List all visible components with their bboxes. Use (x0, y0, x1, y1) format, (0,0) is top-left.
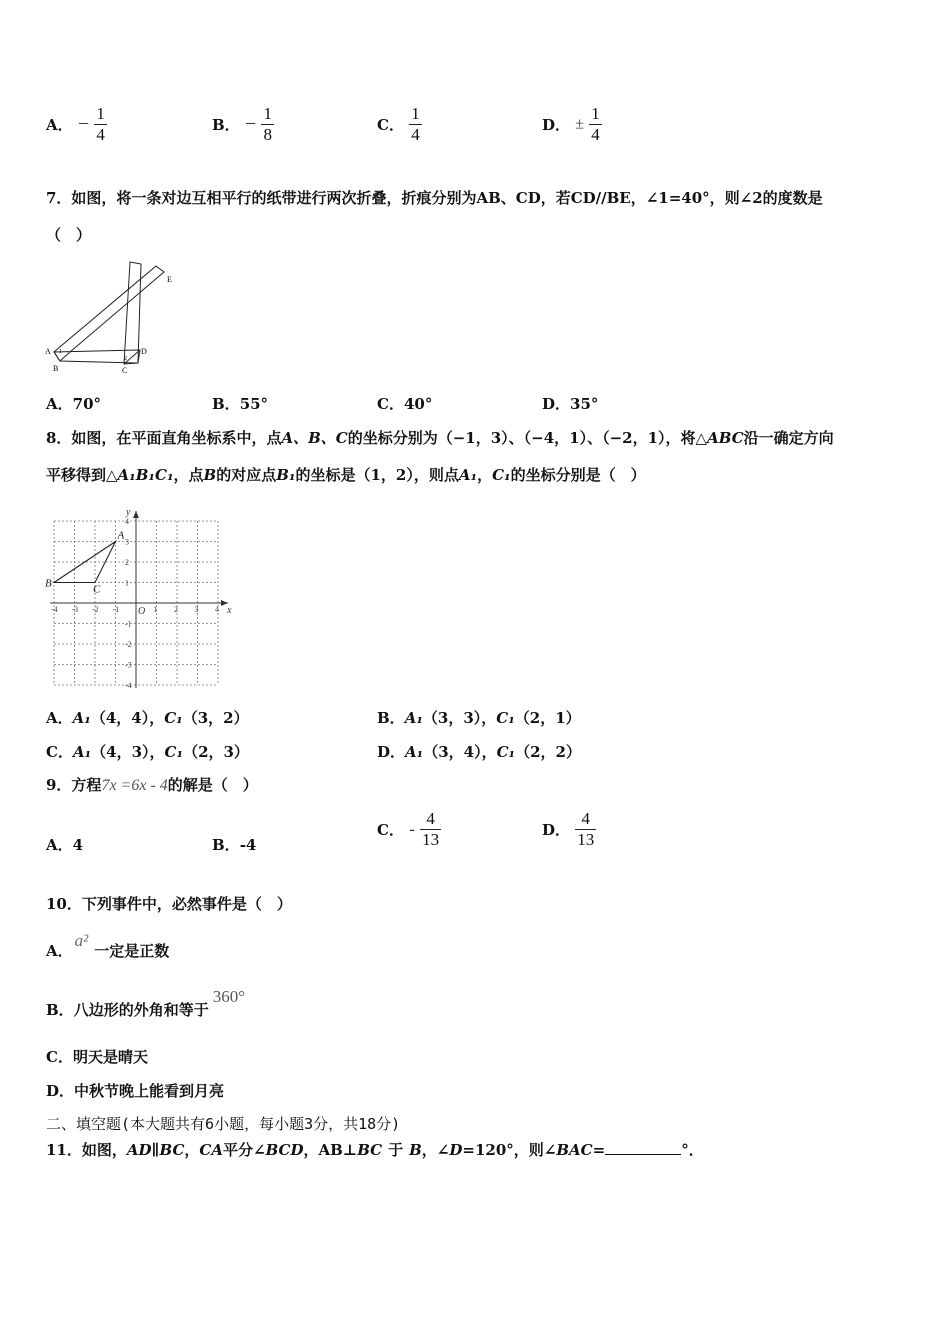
q8-coordinate-grid (42, 498, 242, 688)
q11-symbol: ∥ (151, 1141, 160, 1159)
q8-text: 8．如图，在平面直角坐标系中，点 (46, 429, 282, 447)
q10-option-label: D． (46, 1082, 75, 1100)
x-tick-label: 2 (174, 605, 178, 614)
q9-option-label: D． (542, 821, 571, 839)
q11-text: ， (184, 1141, 200, 1159)
fraction-numerator: 1 (96, 104, 105, 123)
strip-fold-1 (54, 266, 164, 361)
q6-option-a (46, 104, 107, 145)
q8-option-c1-value: （2，1） (514, 709, 581, 727)
q9-fraction (575, 809, 596, 850)
point-label-a: A (117, 529, 125, 542)
q8-option-c1: C₁ (496, 743, 516, 761)
figure-label-one: 1 (59, 349, 62, 355)
q7-option-d (542, 393, 598, 414)
q8-triangle: A₁B₁C₁ (117, 466, 174, 484)
figure-label-two: 2 (124, 356, 127, 362)
fraction-numerator: 1 (263, 104, 272, 123)
q8-stem-line2 (46, 464, 646, 485)
q10-option-b-text: 八边形的外角和等于 (73, 1001, 209, 1019)
q8-option-a1-value: （4，4）， (90, 709, 165, 727)
q11-angle: D (449, 1141, 463, 1159)
q10-option-c (46, 1046, 148, 1067)
q8-option-c1: C₁ (164, 743, 184, 761)
y-tick-label: 2 (125, 558, 129, 567)
y-tick-label: 4 (125, 517, 129, 526)
y-tick-label: -1 (125, 619, 132, 629)
q8-points: A、B、C (281, 429, 348, 447)
fraction-denominator: 4 (591, 125, 600, 144)
q9-option-a (46, 834, 83, 855)
q6-fraction (261, 104, 274, 145)
q8-option-label: C． (46, 743, 73, 761)
section-heading: 二、填空题(本大题共有6小题，每小题3分，共18分) (46, 1115, 401, 1133)
grid-tick-labels (51, 507, 232, 688)
q8-text: 的坐标是（1，2），则点 (295, 466, 459, 484)
q10-option-a (46, 931, 170, 961)
fraction-denominator: 8 (263, 125, 272, 144)
y-tick-label: -3 (125, 660, 132, 670)
q11-text: = (592, 1141, 606, 1159)
q8-option-c1: C₁ (496, 709, 515, 727)
y-axis-label: y (126, 507, 131, 518)
fraction-numerator: 4 (420, 809, 441, 830)
q10-option-d-text: 中秋节晚上能看到月亮 (74, 1082, 225, 1100)
q7-option-label: A． (46, 395, 73, 413)
q9-option-sign: - (409, 819, 415, 839)
q8-option-label: B． (377, 709, 405, 727)
q8-option-d (377, 741, 581, 762)
fraction-denominator: 13 (422, 830, 440, 849)
q7-option-label: D． (542, 395, 571, 413)
q11-angle: BCD (265, 1141, 304, 1159)
q11-text: ，AB⊥ (303, 1141, 358, 1159)
fraction-numerator: 1 (411, 104, 420, 123)
point-label-c: C (93, 583, 101, 596)
q8-stem-line1 (46, 427, 834, 448)
q8-text: 的坐标分别为（−1，3）、（−4，1）、（−2，1），将△ (347, 429, 708, 447)
q6-fraction (589, 104, 602, 145)
q8-text: 沿一确定方向 (743, 429, 834, 447)
q6-option-d (542, 104, 602, 145)
q10-option-c-text: 明天是晴天 (72, 1048, 148, 1066)
q8-option-a1: A₁ (72, 743, 92, 761)
origin-label: O (138, 606, 146, 617)
q7-stem-line2: （ ） (46, 226, 92, 244)
q8-triangle: ABC (707, 429, 744, 447)
q8-option-a1: A₁ (404, 709, 423, 727)
x-tick-label: 3 (194, 605, 199, 614)
q10-option-a-text: 一定是正数 (94, 942, 170, 960)
fraction-numerator: 4 (575, 809, 596, 830)
q11-angle: BAC (556, 1141, 593, 1159)
q10-option-label: C． (46, 1048, 73, 1066)
q8-option-c1-value: （2，3） (183, 743, 249, 761)
q11-text: 11．如图， (46, 1141, 127, 1159)
q8-option-c1: C₁ (164, 709, 183, 727)
q10-option-b (46, 987, 246, 1020)
q7-folded-strip-figure (44, 258, 184, 378)
q8-option-a1-value: （4，3）， (91, 743, 165, 761)
q8-point: C₁ (492, 466, 511, 484)
q7-option-text: 55° (239, 395, 269, 413)
q8-text: ， (477, 466, 493, 484)
q10-option-d (46, 1080, 224, 1101)
q9-option-label: A． (46, 836, 73, 854)
q9-option-b (212, 834, 256, 855)
q8-option-b (377, 707, 581, 728)
q11-text: 于 (388, 1141, 404, 1159)
q6-option-label: D． (542, 116, 571, 134)
q7-option-text: 70° (72, 395, 102, 413)
q8-option-c1-value: （2，2） (515, 743, 581, 761)
q8-option-label: A． (46, 709, 73, 727)
x-tick-label: 1 (153, 605, 158, 614)
q8-point: B (203, 466, 217, 484)
fraction-numerator: 1 (591, 104, 600, 123)
q6-option-c (377, 104, 422, 145)
q11-point: B (409, 1141, 422, 1159)
q8-point: B₁ (276, 466, 296, 484)
q11-segment: CA (199, 1141, 223, 1159)
q6-option-sign: − (77, 113, 90, 135)
q9-stem (46, 774, 258, 795)
q9-text: 9．方程 (46, 776, 102, 794)
q10-option-label: B． (46, 1001, 74, 1019)
q7-option-c (377, 393, 432, 414)
x-tick-label: -1 (112, 605, 120, 614)
x-tick-label: -4 (51, 605, 58, 614)
x-tick-label: 4 (215, 605, 219, 614)
figure-label-d: D (141, 347, 147, 356)
q7-option-text: 35° (570, 395, 599, 413)
q11-segment: BC (159, 1141, 185, 1159)
q10-option-a-math: a² (74, 931, 89, 950)
x-axis-label: x (227, 605, 232, 616)
triangle-abc (45, 530, 125, 596)
q6-option-label: B． (212, 116, 240, 134)
q8-text: 的坐标分别是（ ） (510, 466, 646, 484)
q9-option-text: -4 (239, 836, 257, 854)
fraction-denominator: 4 (96, 125, 105, 144)
q8-text: 平移得到△ (46, 466, 118, 484)
q7-option-b (212, 393, 268, 414)
x-tick-label: -3 (71, 605, 79, 614)
q8-option-c (46, 741, 249, 762)
q11-answer-blank[interactable] (605, 1140, 681, 1155)
q8-text: 的对应点 (216, 466, 277, 484)
q7-option-text: 40° (403, 395, 433, 413)
q8-option-c1-value: （3，2） (182, 709, 249, 727)
x-tick-label: -2 (92, 605, 99, 614)
figure-label-c: C (122, 366, 128, 375)
strip-fold-2 (124, 262, 141, 364)
q8-option-a (46, 707, 249, 728)
q8-option-label: D． (377, 743, 406, 761)
q11-stem (46, 1139, 704, 1160)
q10-option-label: A． (46, 942, 73, 960)
q6-fraction (94, 104, 107, 145)
y-tick-label: 3 (125, 537, 129, 547)
q6-option-label: A． (46, 116, 73, 134)
q8-point: A₁ (458, 466, 478, 484)
q9-option-label: C． (377, 821, 404, 839)
q8-option-a1: A₁ (405, 743, 424, 761)
q8-option-a1-value: （3，4）， (423, 743, 497, 761)
y-axis-arrow-icon (133, 511, 139, 518)
grid-axes (50, 511, 228, 688)
q9-text: 的解是（ ） (167, 776, 258, 794)
point-label-b: B (45, 577, 52, 590)
q11-segment: AD (126, 1141, 152, 1159)
fraction-denominator: 4 (411, 125, 420, 144)
q8-option-a1: A₁ (72, 709, 91, 727)
q7-option-label: C． (377, 395, 404, 413)
figure-label-a: A (45, 347, 51, 356)
q11-text: ，∠ (421, 1141, 450, 1159)
q9-option-c (377, 809, 441, 850)
y-tick-label: -4 (125, 681, 132, 688)
figure-label-b: B (53, 364, 59, 373)
q10-option-b-math: 360° (212, 987, 246, 1006)
q8-option-a1-value: （3，3）， (422, 709, 497, 727)
y-tick-label: -2 (125, 640, 132, 649)
q7-option-a (46, 393, 101, 414)
q9-option-label: B． (212, 836, 240, 854)
q9-option-d (542, 809, 596, 850)
q7-stem-line1: 7．如图，将一条对边互相平行的纸带进行两次折叠，折痕分别为AB、CD，若CD//BE，∠1=40°，则∠2的度数是 (46, 189, 823, 207)
q10-stem: 10．下列事件中，必然事件是（ ） (46, 895, 292, 913)
q11-text: =120°，则∠ (462, 1141, 557, 1159)
q9-fraction (420, 809, 441, 850)
q9-option-text: 4 (72, 836, 84, 854)
figure-label-e: E (167, 275, 172, 284)
q7-option-label: B． (212, 395, 240, 413)
q6-option-b (212, 104, 274, 145)
fraction-denominator: 13 (577, 830, 595, 849)
q9-equation: 7x =6x - 4 (101, 777, 168, 794)
q6-option-sign: ± (575, 115, 585, 133)
q11-text: °． (681, 1141, 704, 1159)
q6-option-label: C． (377, 116, 404, 134)
q11-text: 平分∠ (222, 1141, 266, 1159)
q6-option-sign: − (244, 113, 257, 135)
q11-segment: BC (357, 1141, 383, 1159)
q6-fraction (409, 104, 422, 145)
q8-text: ，点 (173, 466, 204, 484)
y-tick-label: 1 (125, 578, 129, 588)
